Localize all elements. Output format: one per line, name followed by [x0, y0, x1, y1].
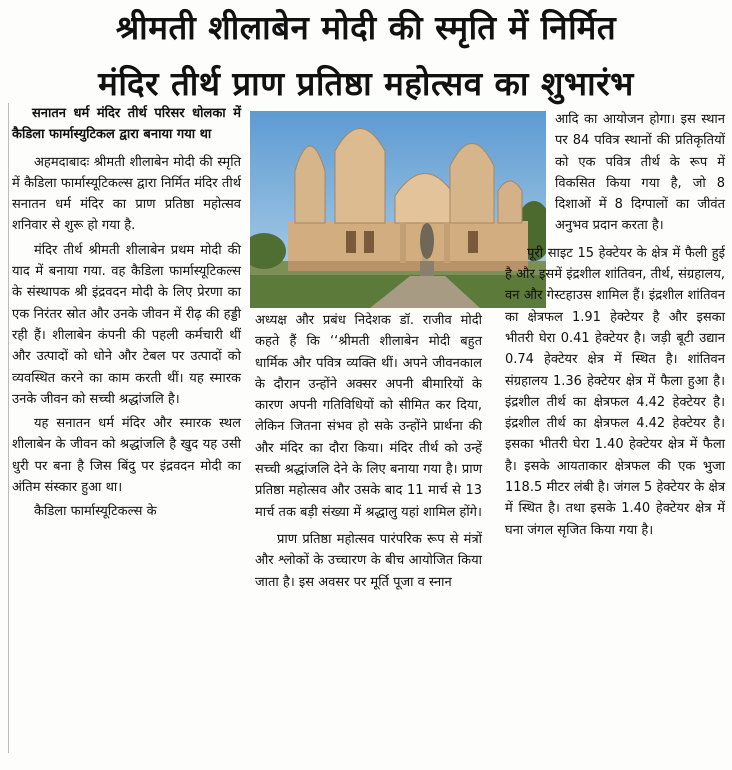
- article-paragraph: अध्यक्ष और प्रबंध निदेशक डॉ. राजीव मोदी कहते हैं कि ‘‘श्रीमती शीलाबेन मोदी बहुत धार्मिक और पवित्र व्यक्ति थीं। अपने जीवनकाल के दौरान उन्होंने अक्सर अपनी बीमारियों के कारण अपनी गतिविधियों को सीमित कर दिया, लेकिन जितना संभव हो सके उन्होंने प्रार्थना की और मंदिर का दौरा किया। मंदिर तीर्थ को उन्हें सच्ची श्रद्धांजलि देने के लिए बनाया गया है। प्राण प्रतिष्ठा महोत्सव और उसके बाद 11 मार्च से 13 मार्च तक बड़ी संख्या में श्रद्धालु यहां शामिल होंगे।: [255, 313, 482, 520]
- article-subheading: सनातन धर्म मंदिर तीर्थ परिसर धोलका में कैडिला फार्मास्युटिकल द्वारा बनाया गया था: [12, 106, 241, 143]
- temple-illustration: [250, 111, 546, 308]
- article-paragraph: कैडिला फार्मास्यूटिकल्स के: [34, 504, 157, 520]
- temple-photo: [250, 111, 546, 308]
- article-column-1: [12, 103, 241, 523]
- article-paragraph: पूरी साइट 15 हेक्टेयर के क्षेत्र में फैली हुई है और इसमें इंद्रशील शांतिवन, तीर्थ, संग्रहालय, वन और गेस्टहाउस शामिल हैं। इंद्रशील शांतिवन का क्षेत्रफल 1.91 हेक्टेयर है और इसका भीतरी घेरा 0.41 हेक्टेयर है। जड़ी बूटी उद्यान 0.74 हेक्टेयर क्षेत्र में स्थित है। शांतिवन संग्रहालय 1.36 हेक्टेयर क्षेत्र में फैला हुआ है।इंद्रशील तीर्थ का क्षेत्रफल 4.42 हेक्टेयर है। इंद्रशील तीर्थ का क्षेत्रफल 4.42 हेक्टेयर है। इसका भीतरी घेरा 1.40 हेक्टेयर क्षेत्र में फैला है। इसके आयताकार क्षेत्रफल की एक भुजा 118.5 मीटर लंबी है। जंगल 5 हेक्टेयर के क्षेत्र में स्थित है। तथा इसके 1.40 हेक्टेयर क्षेत्र में घना जंगल सृजित किया गया है।: [505, 245, 725, 538]
- article-paragraph: प्राण प्रतिष्ठा महोत्सव पारंपरिक रूप से मंत्रों और श्लोकों के उच्चारण के बीच आयोजित किया जाता है। इस अवसर पर मूर्ति पूजा व स्नान: [255, 531, 482, 590]
- article-paragraph: अहमदाबादः श्रीमती शीलाबेन मोदी की स्मृति में कैडिला फार्मास्यूटिकल्स द्वारा निर्मित मंदिर तीर्थ सनातन धर्म मंदिर का प्राण प्रतिष्ठा महोत्सव शनिवार से शुरू हो गया है.: [12, 154, 241, 234]
- headline-line-1: श्रीमती शीलाबेन मोदी की स्मृति में निर्मित: [115, 8, 617, 47]
- article-column-3: [505, 109, 725, 541]
- column-rule: [8, 103, 9, 753]
- article-paragraph: मंदिर तीर्थ श्रीमती शीलाबेन प्रथम मोदी की याद में बनाया गया. वह कैडिला फार्मास्यूटिकल्स के संस्थापक श्री इंद्रवदन मोदी के लिए प्रेरणा का एक निरंतर स्रोत और उनके जीवन में रीढ़ की हड्डी रही हैं। शीलाबेन कंपनी की पहली कर्मचारी थीं और उत्पादों को धोने और टेबल पर उत्पादों को व्यवस्थित करने का काम करती थीं। यह स्मारक उनके जीवन को सच्ची श्रद्धांजलि है।: [12, 242, 241, 407]
- article-paragraph: यह सनातन धर्म मंदिर और स्मारक स्थल शीलाबेन के जीवन को श्रद्धांजलि है खुद यह उसी धुरी पर बना है जिस बिंदु पर इंद्रवदन मोदी का अंतिम संस्कार हुआ था।: [12, 416, 241, 496]
- headline-line-2: मंदिर तीर्थ प्राण प्रतिष्ठा महोत्सव का शुभारंभ: [98, 64, 634, 103]
- article-paragraph: आदि का आयोजन होगा। इस स्थान पर 84 पवित्र स्थानों की प्रतिकृतियों को एक पवित्र तीर्थ के रूप में विकसित किया गया है, जो 8 दिशाओं में 8 दिग्पालों का जीवंत अनुभव प्रदान करता है।: [555, 112, 725, 234]
- article-column-2: [255, 310, 482, 593]
